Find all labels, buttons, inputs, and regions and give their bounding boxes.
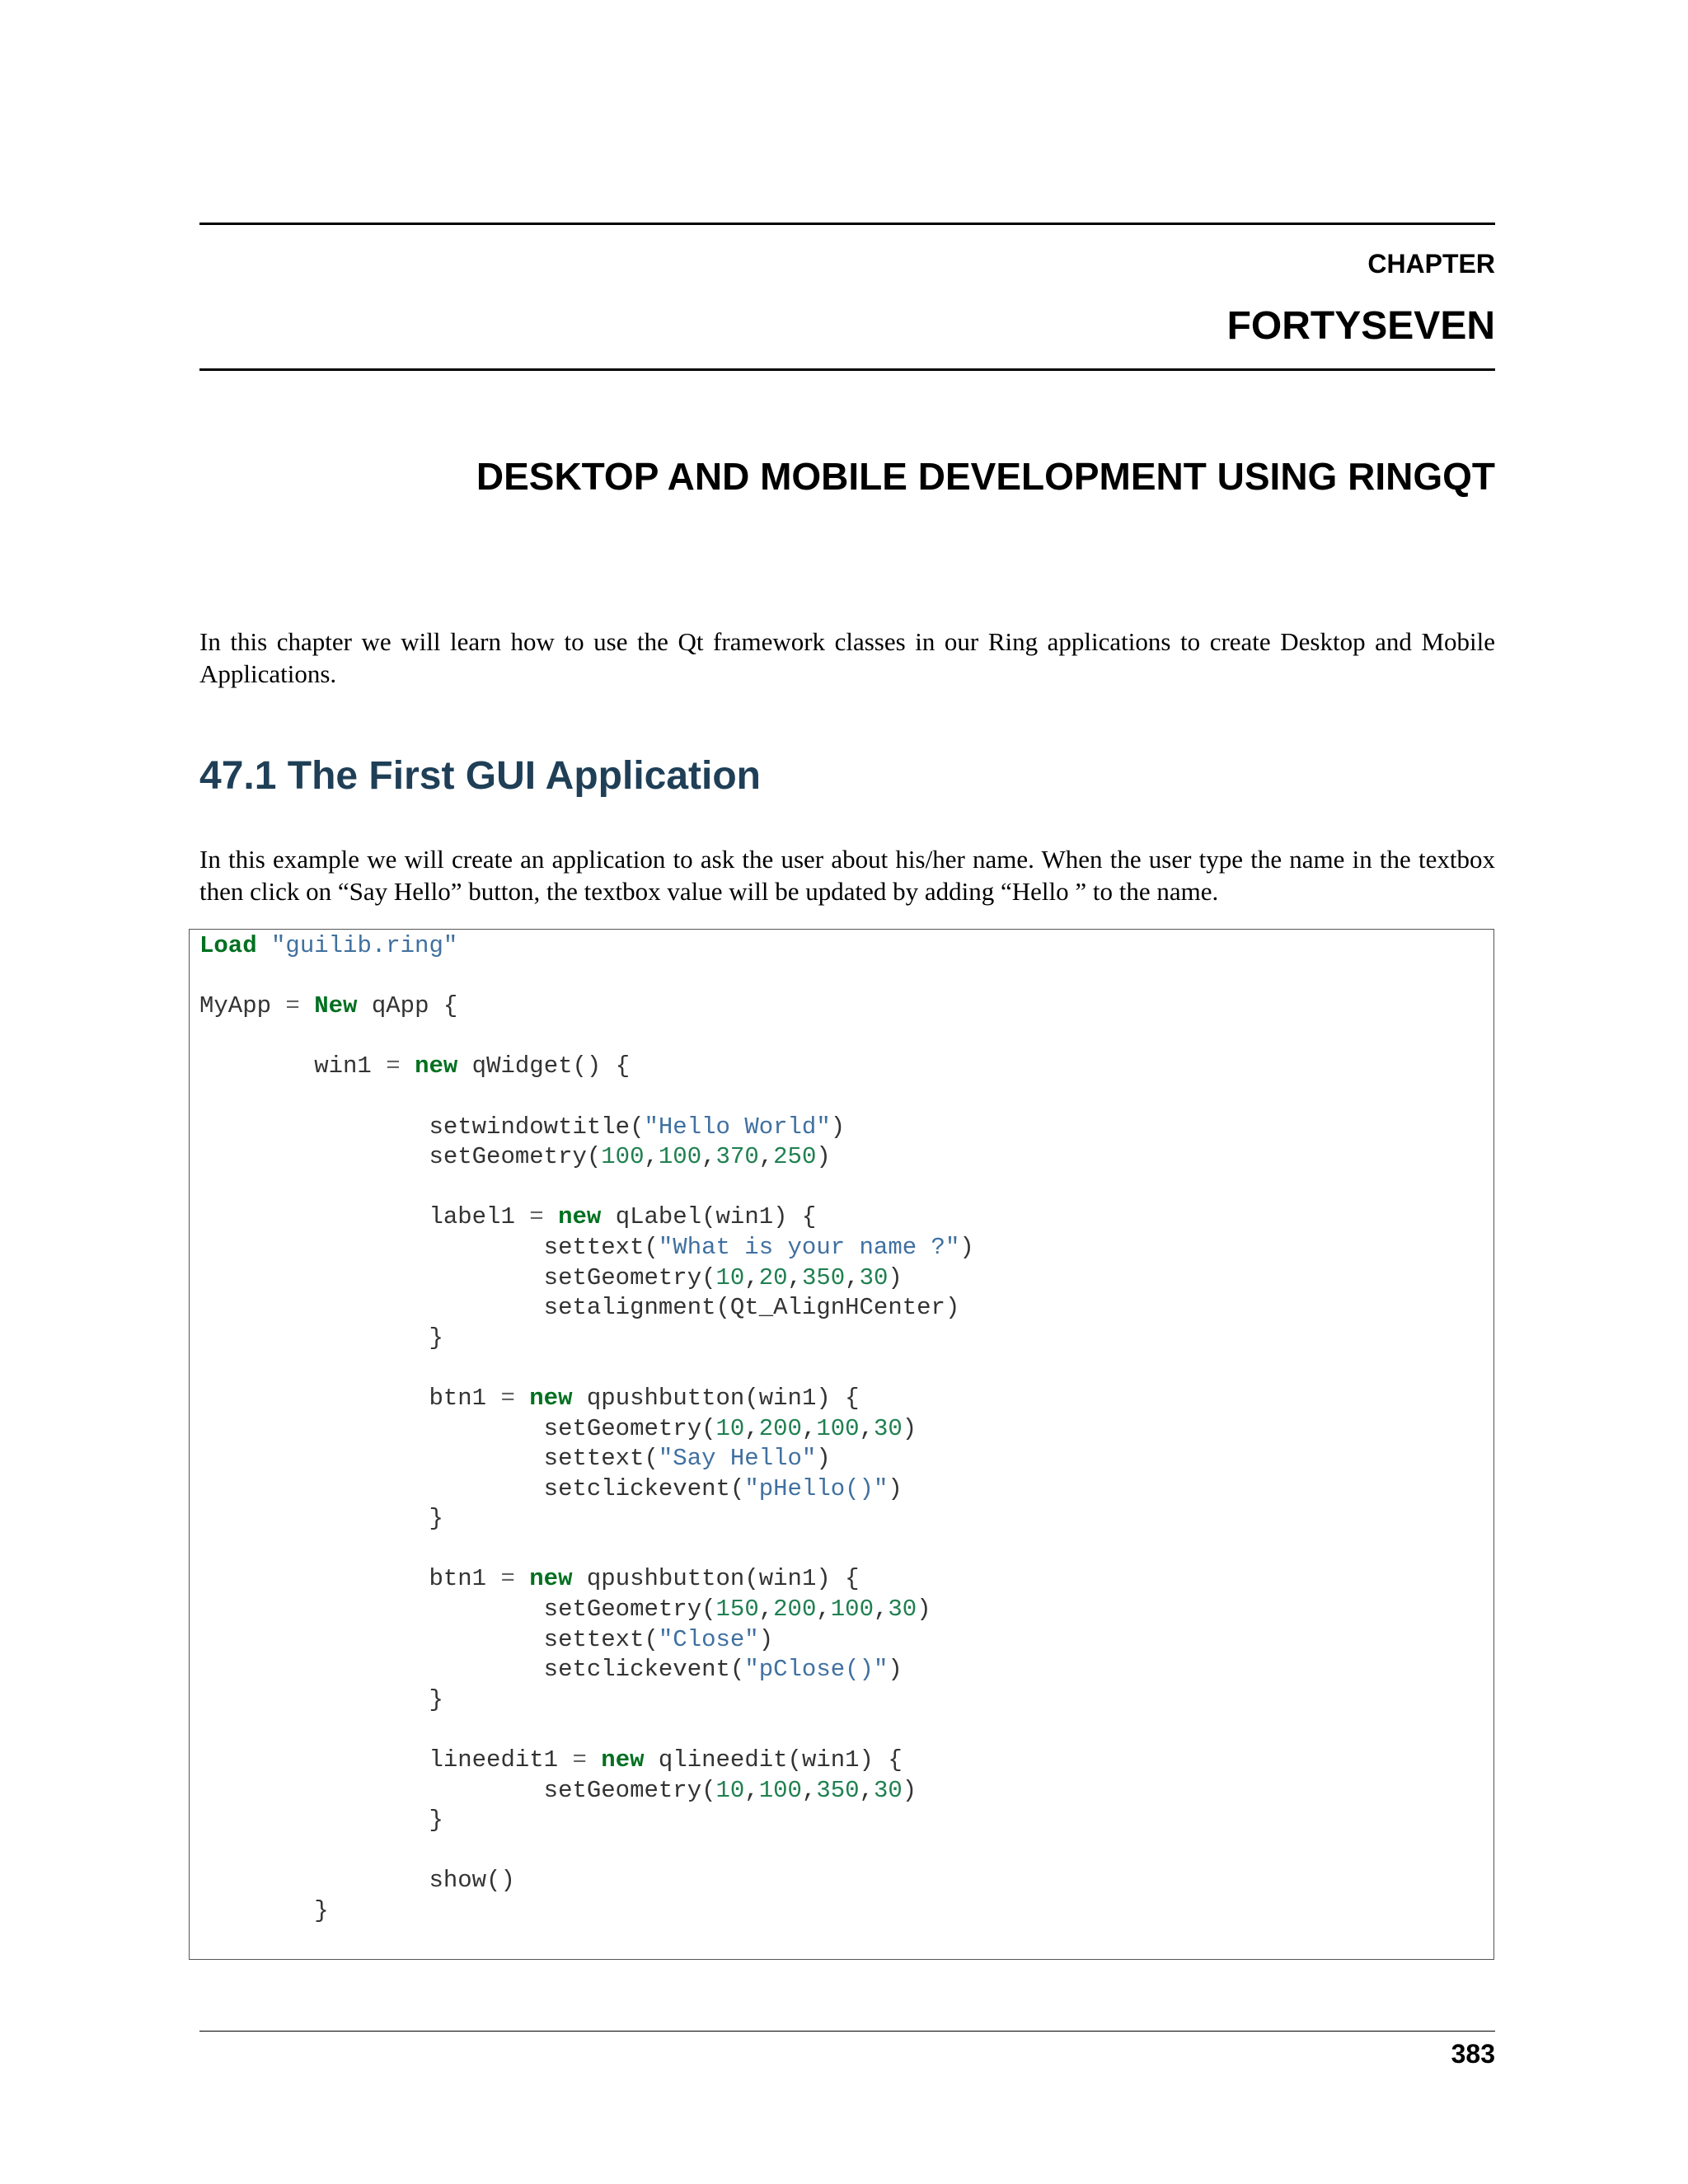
code-operator: = — [500, 1384, 515, 1412]
code-line — [199, 1414, 974, 1445]
code-line — [199, 1324, 974, 1354]
code-string: "Hello World" — [644, 1113, 831, 1141]
code-text: setclickevent( — [199, 1656, 745, 1684]
code-text: label1 — [199, 1203, 530, 1231]
code-text: } — [199, 1807, 443, 1835]
code-line — [199, 1564, 974, 1595]
code-line — [199, 1293, 974, 1324]
code-text: ) — [830, 1113, 846, 1141]
code-text: qApp { — [357, 992, 458, 1020]
code-text — [401, 1052, 415, 1080]
code-operator: = — [529, 1203, 544, 1231]
code-keyword: Load — [199, 932, 257, 959]
code-operator: = — [285, 992, 300, 1020]
code-text: qlineedit(win1) { — [644, 1746, 903, 1774]
code-line — [199, 1776, 974, 1807]
code-text: ) — [888, 1656, 903, 1684]
intro-paragraph: In this chapter we will learn how to use the Qt framework classes in our Ring applications to create Desktop and Mobile Applications. — [199, 627, 1495, 688]
code-operator: = — [386, 1052, 401, 1080]
code-text: } — [199, 1505, 443, 1533]
code-number: 10 — [715, 1263, 745, 1291]
chapter-title: DESKTOP AND MOBILE DEVELOPMENT USING RINGQT — [476, 455, 1495, 498]
code-number: 370 — [715, 1143, 759, 1171]
code-text: , — [701, 1143, 716, 1171]
code-text — [515, 1565, 529, 1592]
code-text: btn1 — [199, 1565, 501, 1593]
code-number: 150 — [715, 1596, 759, 1624]
code-text: , — [758, 1143, 774, 1171]
code-text: win1 — [199, 1052, 387, 1080]
page-number: 383 — [1451, 2039, 1495, 2069]
code-text: , — [744, 1263, 759, 1291]
code-line — [199, 1836, 974, 1867]
code-string: "Say Hello" — [658, 1445, 817, 1473]
code-text: qLabel(win1) { — [601, 1203, 817, 1231]
code-text: qWidget() { — [457, 1052, 631, 1080]
code-text — [257, 932, 271, 959]
code-text: show() — [199, 1867, 515, 1895]
code-text: , — [845, 1263, 860, 1291]
code-number: 350 — [801, 1263, 846, 1291]
chapter-bottom-rule — [199, 368, 1495, 371]
code-string: "guilib.ring" — [271, 932, 458, 959]
code-operator: = — [500, 1565, 515, 1593]
code-operator: = — [572, 1746, 587, 1774]
code-line — [199, 1655, 974, 1685]
code-number: 10 — [715, 1414, 745, 1442]
code-keyword: new — [415, 1052, 458, 1080]
code-text — [300, 992, 314, 1019]
code-number: 100 — [830, 1596, 874, 1624]
code-text: } — [199, 1685, 443, 1713]
code-number: 20 — [758, 1263, 788, 1291]
code-number: 250 — [773, 1143, 817, 1171]
code-number: 350 — [816, 1776, 860, 1804]
code-text: ) — [816, 1143, 831, 1171]
code-text: lineedit1 — [199, 1746, 573, 1774]
section-heading: 47.1 The First GUI Application — [199, 754, 761, 798]
code-line — [199, 1233, 974, 1263]
code-number: 30 — [888, 1596, 917, 1624]
code-keyword: new — [601, 1746, 645, 1774]
code-block — [189, 929, 1494, 1960]
code-line — [199, 1082, 974, 1113]
code-line — [199, 1535, 974, 1565]
code-line — [199, 1444, 974, 1474]
code-number: 100 — [658, 1143, 702, 1171]
code-text: , — [744, 1414, 759, 1442]
code-line — [199, 1263, 974, 1294]
code-text: MyApp — [199, 992, 286, 1020]
code-keyword: new — [529, 1384, 573, 1412]
code-line — [199, 1504, 974, 1535]
code-text: ) — [888, 1263, 903, 1291]
code-number: 100 — [601, 1143, 645, 1171]
code-text: setGeometry( — [199, 1143, 602, 1171]
code-text: , — [801, 1414, 817, 1442]
code-text: ) — [816, 1445, 831, 1473]
code-text: } — [199, 1897, 329, 1924]
code-text: , — [787, 1263, 802, 1291]
code-number: 10 — [715, 1776, 745, 1804]
code-text: , — [644, 1143, 659, 1171]
code-text: , — [758, 1596, 774, 1624]
code-text — [515, 1385, 529, 1412]
code-line — [199, 1685, 974, 1716]
code-line — [199, 1384, 974, 1414]
footer-rule — [199, 2031, 1495, 2032]
code-text: setGeometry( — [199, 1263, 716, 1291]
code-text: , — [859, 1414, 874, 1442]
code-text: , — [801, 1776, 817, 1804]
code-text: , — [744, 1776, 759, 1804]
code-string: "Close" — [658, 1625, 759, 1653]
code-keyword: new — [558, 1203, 602, 1231]
code-line — [199, 991, 974, 1022]
code-text: , — [859, 1776, 874, 1804]
code-line — [199, 1173, 974, 1203]
code-line — [199, 1022, 974, 1052]
code-text: ) — [959, 1233, 974, 1261]
code-number: 30 — [873, 1414, 903, 1442]
code-line — [199, 962, 974, 992]
code-keyword: new — [529, 1565, 573, 1593]
code-number: 200 — [773, 1596, 817, 1624]
code-line — [199, 1806, 974, 1836]
code-line — [199, 1113, 974, 1143]
code-line — [199, 1353, 974, 1384]
code-line — [199, 1866, 974, 1896]
code-text: , — [873, 1596, 889, 1624]
code-text: ) — [758, 1625, 774, 1653]
code-line — [199, 1202, 974, 1233]
code-line — [199, 1142, 974, 1173]
code-line — [199, 1896, 974, 1927]
code-text: ) — [917, 1596, 931, 1624]
code-text: ) — [902, 1776, 917, 1804]
code-line — [199, 1746, 974, 1776]
code-number: 30 — [873, 1776, 903, 1804]
code-line — [199, 1715, 974, 1746]
code-listing — [199, 931, 974, 1927]
code-text: settext( — [199, 1445, 659, 1473]
code-text: setGeometry( — [199, 1776, 716, 1804]
code-keyword: New — [314, 992, 358, 1020]
code-text: setclickevent( — [199, 1474, 745, 1502]
code-text: , — [816, 1596, 831, 1624]
code-text: setGeometry( — [199, 1596, 716, 1624]
code-number: 30 — [859, 1263, 889, 1291]
code-text: setalignment(Qt_AlignHCenter) — [199, 1294, 960, 1322]
code-text — [544, 1203, 558, 1230]
chapter-number: FORTYSEVEN — [1226, 304, 1495, 348]
code-line — [199, 1625, 974, 1656]
code-text: setwindowtitle( — [199, 1113, 645, 1141]
code-text: btn1 — [199, 1384, 501, 1412]
code-text: } — [199, 1324, 443, 1352]
chapter-top-rule — [199, 223, 1495, 225]
code-text: setGeometry( — [199, 1414, 716, 1442]
code-text: qpushbutton(win1) { — [572, 1384, 860, 1412]
code-string: "What is your name ?" — [658, 1233, 960, 1261]
chapter-label: CHAPTER — [1367, 249, 1495, 279]
code-text: settext( — [199, 1625, 659, 1653]
code-text: settext( — [199, 1233, 659, 1261]
code-text — [587, 1746, 601, 1774]
code-number: 100 — [758, 1776, 802, 1804]
code-number: 100 — [816, 1414, 860, 1442]
section-paragraph: In this example we will create an application to ask the user about his/her name. When the user type the name in the textbox then click on “Say Hello” button, the textbox value will be updated by adding “Hello ” to the name. — [199, 845, 1495, 906]
code-line — [199, 931, 974, 962]
code-line — [199, 1474, 974, 1505]
code-string: "pClose()" — [744, 1656, 889, 1684]
code-text: qpushbutton(win1) { — [572, 1565, 860, 1593]
code-line — [199, 1052, 974, 1082]
code-line — [199, 1595, 974, 1625]
code-text: ) — [888, 1474, 903, 1502]
code-string: "pHello()" — [744, 1474, 889, 1502]
code-number: 200 — [758, 1414, 802, 1442]
code-text: ) — [902, 1414, 917, 1442]
